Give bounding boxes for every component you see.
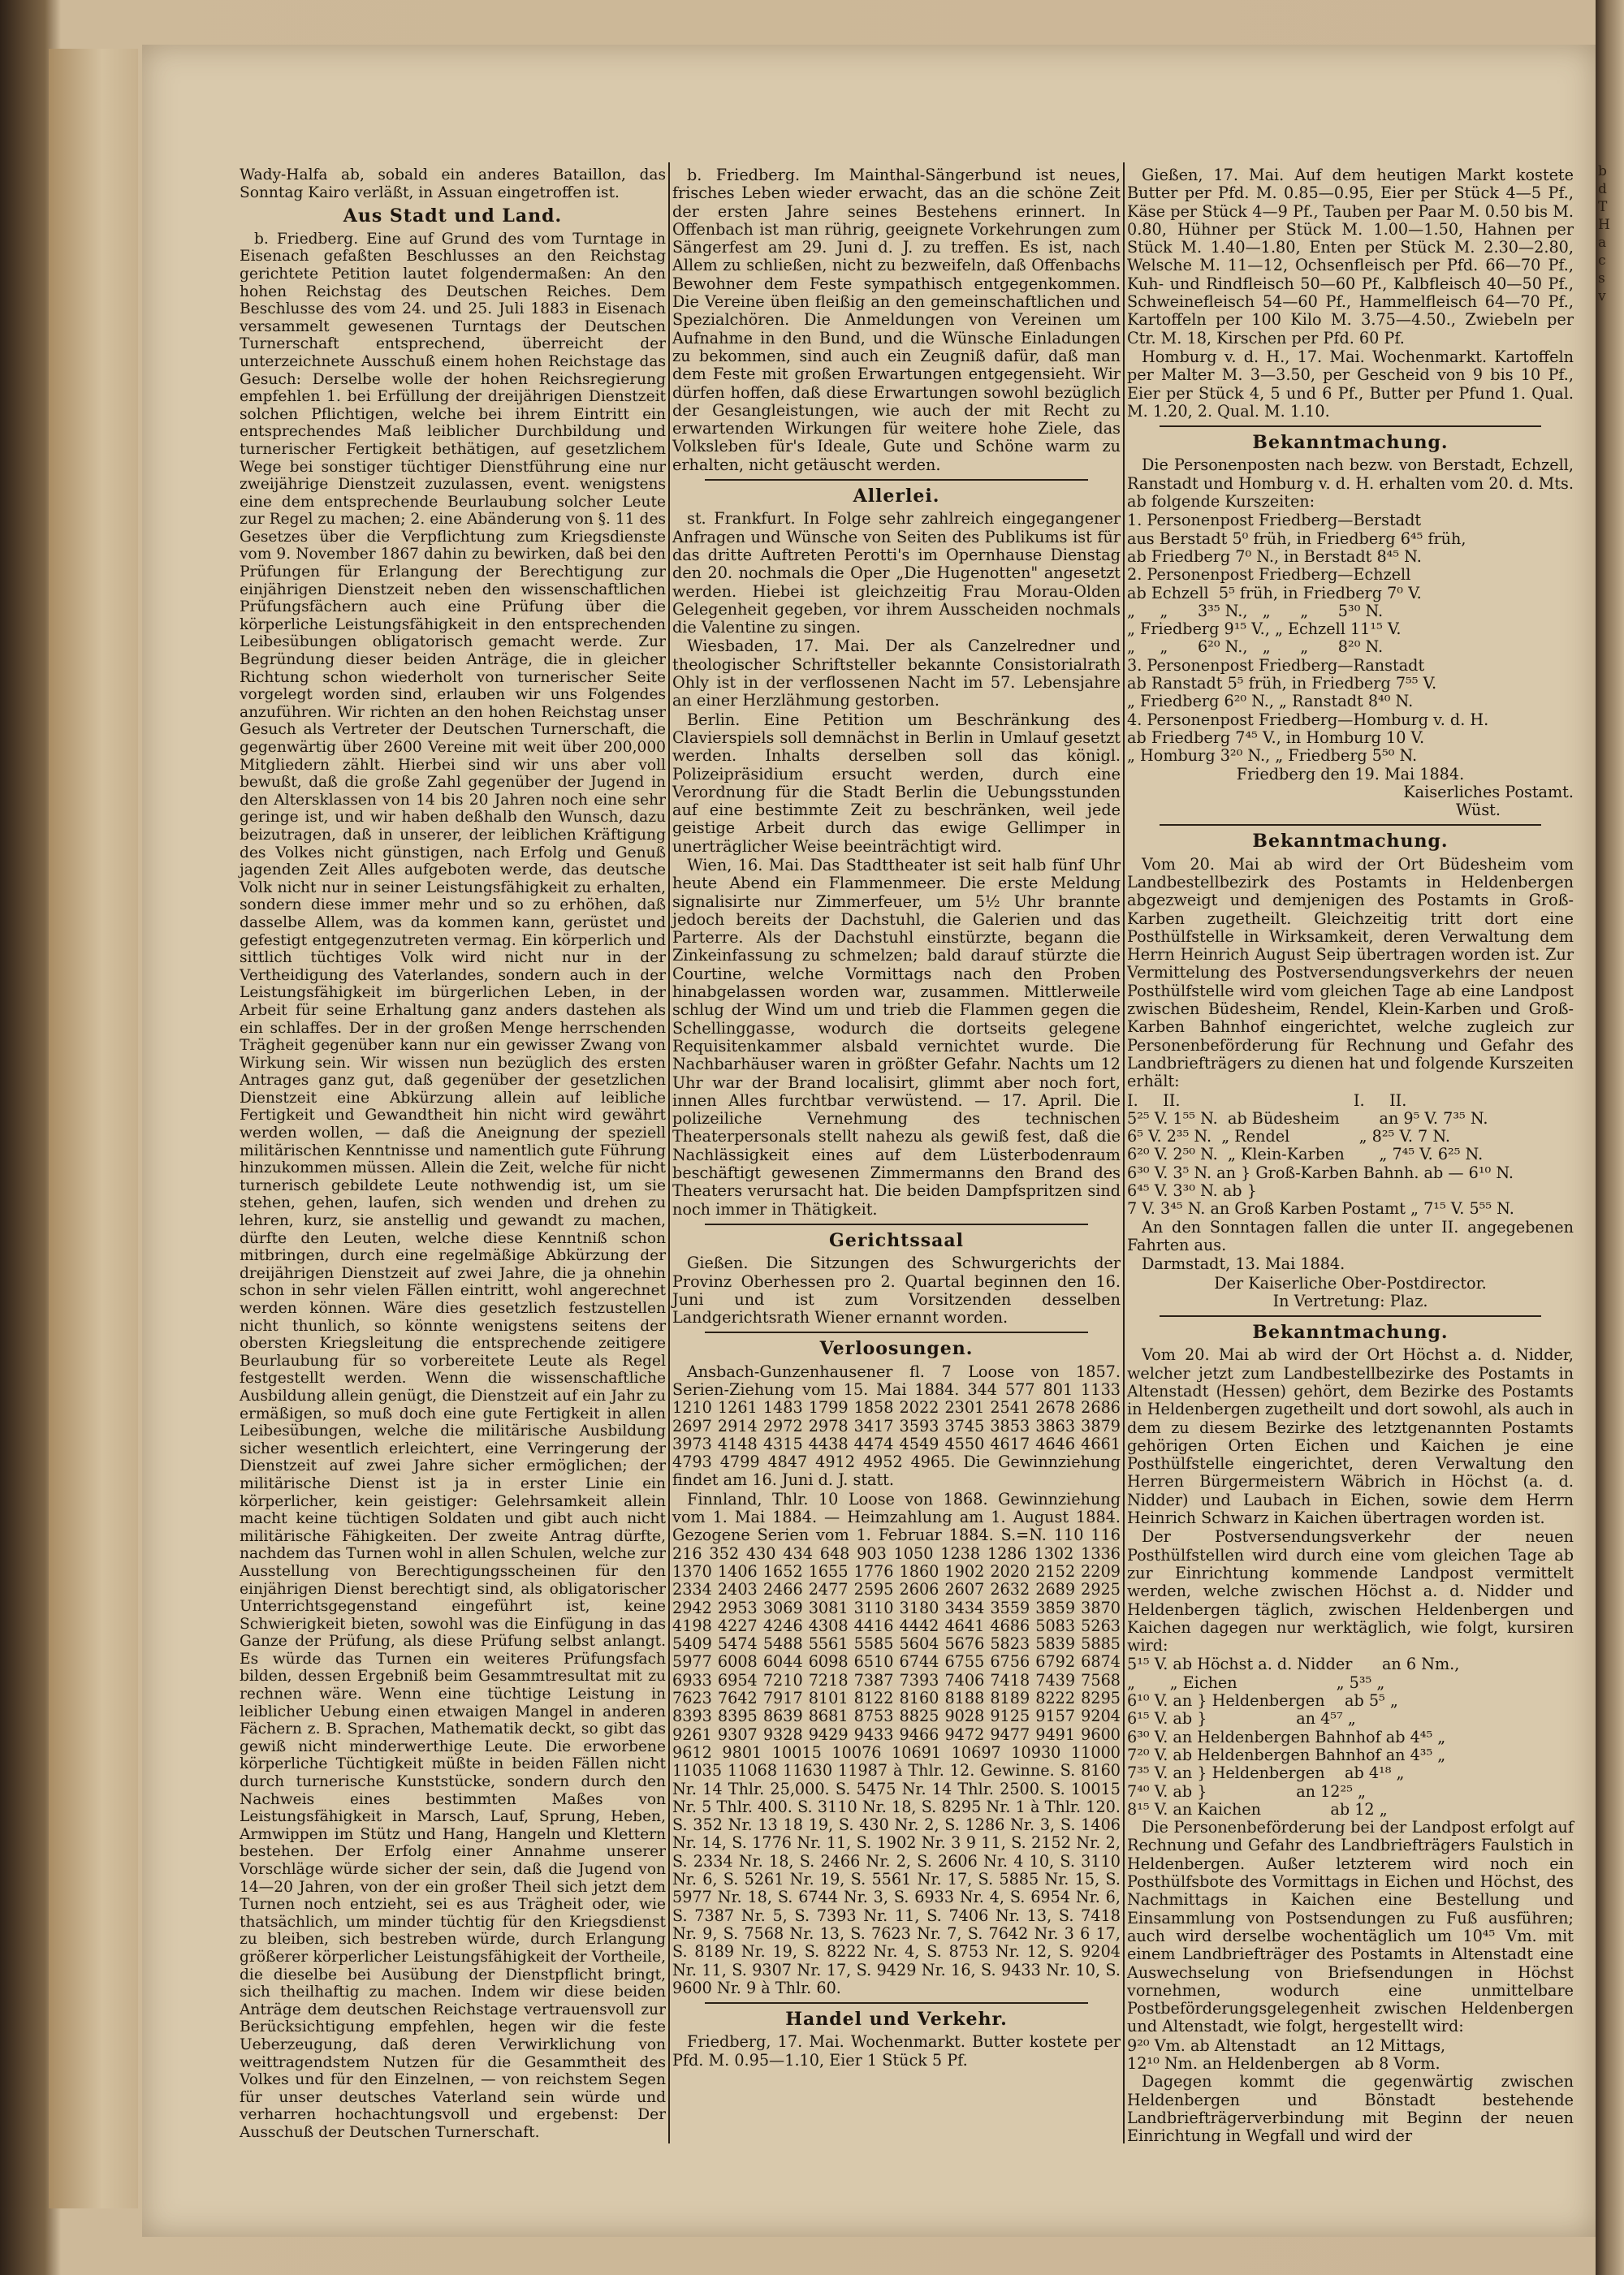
separator [1160, 1315, 1541, 1317]
separator [1160, 425, 1541, 427]
column-divider [668, 162, 670, 2143]
bek3-text-2: Der Postversendungsverkehr der neuen Posthülfstellen wird durch eine vom gleichen Tage ab zur Einrichtung kommende Landpost vermittelt werden, welche zwischen Höchst a. d. Nidder und Heldenbergen täglich, zwischen Heldenbergen und Kaichen dagegen nur werktäglich, wie folgt, kursiren wird: [1127, 1527, 1574, 1656]
schedule-line: aus Berstadt 5⁰ früh, in Friedberg 6⁴⁵ früh, [1127, 529, 1466, 548]
margin-letter: s [1598, 270, 1605, 287]
bek1-date: Friedberg den 19. Mai 1884. [1236, 764, 1465, 784]
next-page-edge [1596, 0, 1624, 2275]
heading-bekanntmachung-3: Bekanntmachung. [1252, 1322, 1449, 1344]
bek2-signature: Der Kaiserliche Ober-Postdirector. [1214, 1273, 1487, 1293]
schedule-line: 9²⁰ Vm. ab Altenstadt an 12 Mittags, [1127, 2035, 1446, 2055]
schedule-line: „ „ Eichen „ 5³⁵ „ [1127, 1673, 1385, 1692]
section-heading-allerlei: Allerlei. [853, 486, 940, 507]
schedule-line: 6²⁰ V. 2⁵⁰ N. „ Klein-Karben „ 7⁴⁵ V. 6²⁵ N. [1127, 1145, 1484, 1164]
heading-bekanntmachung-2: Bekanntmachung. [1252, 831, 1449, 853]
article-giessen-gericht: Gießen. Die Sitzungen des Schwurgerichts der Provinz Oberhessen pro 2. Quartal beginnen den 16. Juni und ist zum Vorsitzenden desselben Landgerichtsrath Wiener ernannt worden. [672, 1254, 1121, 1327]
column-1 [240, 166, 666, 2143]
separator [705, 1332, 1088, 1333]
bek2-note: An den Sonntagen fallen die unter II. angegebenen Fahrten aus. [1127, 1217, 1574, 1254]
heading-bekanntmachung-1: Bekanntmachung. [1252, 432, 1449, 454]
separator [1160, 824, 1541, 826]
schedule-line: ab Friedberg 7⁰ N., in Berstadt 8⁴⁵ N. [1127, 546, 1422, 566]
margin-letter: H [1598, 217, 1610, 233]
column-2 [672, 166, 1121, 2070]
schedule-line: ab Ranstadt 5⁵ früh, in Friedberg 7⁵⁵ V. [1127, 674, 1437, 693]
schedule-line: 12¹⁰ Nm. an Heldenbergen ab 8 Vorm. [1127, 2053, 1440, 2073]
bek1-intro: Die Personenposten nach bezw. von Berstadt, Echzell, Ranstadt und Homburg v. d. H. erhalten vom 20. d. Mts. ab folgende Kurszeiten: [1127, 455, 1574, 512]
article-turnerschaft-petition: b. Friedberg. Eine auf Grund des vom Turntage in Eisenach gefaßten Beschlusses an den Reichstag gerichtete Petition lautet folgendermaßen: An den hohen Reichstag des Deutschen Reiches. Dem Beschlusse des vom 24. und 25. Juli 1883 in Eisenach versammelt gewesenen Turntags der Deutschen Turnerschaft entsprechend, überreicht der unterzeichnete Ausschuß einem hohen Reichstage das Gesuch: Derselbe wolle der hohen Reichsregierung empfehlen 1. bei Erfüllung der dreijährigen Dienstzeit solchen Pflichtigen, welche bei ihrem Eintritt ein entsprechendes Maß leiblicher Durchbildung und turnerischer Fertigkeit bethätigen, auf gesetzlichem Wege bei sonstiger tüchtiger Dienstführung eine nur zweijährige Dienstzeit zuzulassen, event. wenigstens eine dem entsprechende Beurlaubung solcher Leute zur Regel zu machen; 2. eine Abänderung von §. 11 des Gesetzes über die Verpflichtung zum Kriegsdienste vom 9. November 1867 dahin zu bewirken, daß bei den Prüfungen für Erlangung der Berechtigung zur einjährigen Dienstzeit neben den wissenschaftlichen Prüfungsfächern auch eine Prüfung über die körperliche Leistungsfähigkeit in den entsprechenden Leibesübungen obligatorisch gemacht werde. Zur Begründung dieser beiden Anträge, die in gleicher Richtung schon wiederholt von turnerischer Seite vorgelegt worden sind, erlauben wir uns Folgendes anzuführen. Wir richten an den hohen Reichstag unser Gesuch als Vertreter der Deutschen Turnerschaft, die gegenwärtig über 2600 Vereine mit weit über 200,000 Mitgliedern zählt. Hierbei sind wir uns aber voll bewußt, daß die große Zahl gegenüber der Jugend in den Altersklassen von 14 bis 20 Jahren noch eine sehr geringe ist, und wir haben deßhalb den Wunsch, dazu beizutragen, daß in unserer, der leiblichen Kräftigung des Volkes nicht günstigen, nach Erfolg und Genuß jagenden Zeit Alles aufgeboten werde, das deutsche Volk nicht nur in seiner Leistungsfähigkeit zu erhalten, sondern diese immer mehr und so zu erhöhen, daß dasselbe Allem, was da kommen kann, gerüstet und gefestigt entgegenzutreten vermag. Ein körperlich und sittlich tüchtiges Volk wird nicht nur in der Vertheidigung des Vaterlandes, sondern auch in der Leistungsfähigkeit im bürgerlichen Leben, in der Arbeit für seine Erhaltung ganz anders dastehen als ein schlaffes. Der in der großen Menge herrschenden Trägheit gegenüber kann nur ein gewisser Zwang von Wirkung sein. Wir wissen nun bezüglich des ersten Antrages ganz gut, daß gegenüber der gesetzlichen Dienstzeit eine Abkürzung allein auf leibliche Fertigkeit und Gewandtheit hin nicht wird gewährt werden wollen, — daß die Aneignung der speziell militärischen Kenntnisse und namentlich gute Führung hinzukommen müssen. Allein die Zeit, welche für nicht turnerisch gebildete Leute nothwendig ist, um sie stehen, gehen, laufen, sich wenden und drehen zu lehren, kurz, sie anstellig und gewandt zu machen, dürfte den Leuten, welche diese Kenntniß schon mitbringen, durch eine regelmäßige Abkürzung der dreijährigen Dienstzeit auf zwei Jahre, die ja ohnehin schon in sehr vielen Fällen eintritt, wohl angerechnet werden können. Wäre dies gesetzlich festzustellen nicht thunlich, so könnte wenigstens seitens der obersten Kriegsleitung die entsprechende zeitigere Beurlaubung für so vorbereitete Leute als Regel festgestellt werden. Wenn die wissenschaftliche Ausbildung allein genügt, die Dienstzeit auf ein Jahr zu ermäßigen, so muß doch eine gute Fertigkeit in allen Leibesübungen, welche die militärische Ausbildung sicher wesentlich erleichtert, eine Verringerung der Dienstzeit auf zwei Jahre sicher ermöglichen; der militärische Dienst ist ja in erster Linie ein körperlicher, kein geistiger: Gelehrsamkeit allein macht keine tüchtigen Soldaten und gibt auch nicht militärische Fähigkeiten. Der zweite Antrag dürfte, nachdem das Turnen wohl in allen Schulen, welche zur Ausstellung von Berechtigungsscheinen für den einjährigen Dienst berechtigt sind, als obligatorischer Unterrichtsgegenstand eingeführt ist, keine Schwierigkeit bieten, sowohl was die Einfügung in das Ganze der Prüfung, als diese Prüfung selbst anlangt. Es würde das Turnen ein weiteres Prüfungsfach bilden, dessen Ergebniß beim Gesammtresultat mit zu rechnen wäre. Wenn eine tüchtige Leistung in leiblicher Uebung einen etwaigen Mangel in anderen Fächern z. B. Sprachen, Mathematik deckt, so gibt das gewiß nicht minderwerthige Leute. Die erworbene körperliche Tüchtigkeit müßte in beiden Fällen nicht durch turnerische Kunststücke, sondern durch den Nachweis eines bestimmten Maßes von Leistungsfähigkeit in Marsch, Lauf, Sprung, Heben, Armwippen im Stütz und Hang, Hangeln und Klettern bestehen. Der Erfolg einer Annahme unserer Vorschläge würde sicher der sein, daß die Jugend von 14—20 Jahren, von der ein großer Theil sich jetzt dem Turnen noch entzieht, sei es aus Trägheit oder, wie thatsächlich, um minder tüchtig für den Kriegsdienst zu bleiben, sich bestreben würde, durch Erlangung größerer körperlicher Leistungsfähigkeit der Vortheile, die dieselbe bei Ausübung der Dienstpflicht bringt, sich theilhaftig zu machen. Indem wir diese beiden Anträge dem deutschen Reichstage vertrauensvoll zur Berücksichtigung empfehlen, hegen wir die feste Ueberzeugung, daß deren Verwirklichung von weittragendstem Nutzen für die Gesammtheit des Volkes und für den Einzelnen, — von reichstem Segen für unser deutsches Vaterland sein würde und verharren hochachtungsvoll und ergebenst: Der Ausschuß der Deutschen Turnerschaft. [240, 230, 666, 2141]
schedule-line: 4. Personenpost Friedberg—Homburg v. d. H. [1127, 710, 1489, 729]
margin-letter: v [1598, 288, 1606, 304]
article-wien: Wien, 16. Mai. Das Stadttheater ist seit halb fünf Uhr heute Abend ein Flammenmeer. Die erste Meldung signalisirte nur Zimmerfeuer, um 5½ Uhr brannte jedoch bereits der Dachstuhl, die Galerien und das Parterre. Als der Dachstuhl einstürzte, begann die Zinkeinfassung zu schmelzen; bald darauf stürzte die Courtine, welche Vormittags nach den Proben hinabgelassen worden war, zusammen. Mittlerweile schlug der Wind um und trieb die Flammen gegen die Schellinggasse, wodurch die dortseits gelegene Requisitenkammer alsbald vernichtet wurde. Die Nachbarhäuser waren in größter Gefahr. Nachts um 12 Uhr war der Brand localisirt, glimmt aber noch fort, innen Alles furchtbar verwüstend. — 17. April. Die polizeiliche Vernehmung des technischen Theaterpersonals stellt nahezu als gewiß fest, daß die Nachlässigkeit eines auf dem Lüsterbodenraum beschäftigt gewesenen Zimmermanns den Brand des Theaters verursacht hat. Die beiden Dampfspritzen sind noch immer in Thätigkeit. [672, 855, 1121, 1219]
schedule-line: 6¹⁰ V. an } Heldenbergen ab 5⁵ „ [1127, 1691, 1398, 1711]
column-divider [1123, 162, 1125, 2143]
schedule-line: „ „ 6²⁰ N., „ „ 8²⁰ N. [1127, 637, 1384, 657]
article-saengerbund: b. Friedberg. Im Mainthal-Sängerbund ist neues, frisches Leben wieder erwacht, das an die schöne Zeit der ersten Jahre seines Bestehens erinnert. In Offenbach ist man rührig, geeignete Vorkehrungen zum Sängerfest am 29. Juni d. J. zu treffen. Es ist, nach Allem zu schließen, nicht zu bezweifeln, daß Offenbachs Bewohner dem Feste sympathisch entgegenkommen. Die Vereine üben fleißig an den gemeinschaftlichen und Spezialchören. Die Anmeldungen von Vereinen um Aufnahme in den Bund, und die Wünsche Einladungen zu bekommen, sind auch ein Zeugniß dafür, daß man dem Feste mit großen Erwartungen entgegensieht. Wir dürfen hoffen, daß diese Erwartungen sowohl bezüglich der Gesangleistungen, wie auch der mit Recht zu erwartenden Wirkungen für weitere hohe Ziele, das Volksleben für's Ideale, Gute und Schöne warm zu erhalten, nicht getäuscht werden. [672, 166, 1121, 474]
article-ansbach-lottery: Ansbach-Gunzenhausener fl. 7 Loose von 1857. Serien-Ziehung vom 15. Mai 1884. 344 577 801 1133 1210 1261 1483 1799 1858 2022 2301 2541 2678 2686 2697 2914 2972 2978 3417 3593 3745 3853 3863 3879 3973 4148 4315 4438 4474 4549 4550 4617 4646 4661 4793 4799 4847 4912 4952 4965. Die Gewinnziehung findet am 16. Juni d. J. statt. [672, 1362, 1121, 1490]
schedule-line: „ Homburg 3²⁰ N., „ Friedberg 5⁵⁰ N. [1127, 746, 1418, 766]
article-berlin: Berlin. Eine Petition um Beschränkung des Clavierspiels soll demnächst in Berlin in Umlauf gesetzt werden. Inhalts derselben soll das königl. Polizeipräsidium ersucht werden, durch eine Verordnung für die Stadt Berlin die Uebungsstunden auf eine bestimmte Zeit zu beschränken, weil jede geistige Arbeit durch das ewige Gellimper in unerträglicher Weise beeinträchtigt wird. [672, 710, 1121, 856]
bek3-text-3: Die Personenbeförderung bei der Landpost erfolgt auf Rechnung und Gefahr des Landbriefträgers Faulstich in Heldenbergen. Außer letzterem wird noch ein Posthülfsbote des Vormittags in Eichen und Höchst, des Nachmittags in Kaichen eine Bestellung und Einsammlung von Postsendungen zu Fuß ausführen; auch wird derselbe wochentäglich um 10⁴⁵ Vm. mit einem Landbriefträger des Postamts in Altenstadt eine Auswechselung von Briefsendungen in Höchst vornehmen, wodurch eine unmittelbare Postbeförderungsgelegenheit zwischen Heldenbergen und Altenstadt, wie folgt, hergestellt wird: [1127, 1818, 1574, 2036]
margin-letter: a [1598, 235, 1607, 251]
intro-paragraph: Wady-Halfa ab, sobald ein anderes Bataillon, das Sonntag Kairo verläßt, in Assuan eingetroffen ist. [240, 166, 666, 201]
schedule-line: 6¹⁵ V. ab } an 4⁵⁷ „ [1127, 1709, 1356, 1729]
article-giessen-markt: Gießen, 17. Mai. Auf dem heutigen Markt kostete Butter per Pfd. M. 0.85—0.95, Eier per Stück 4—5 Pf., Käse per Stück 4—9 Pf., Tauben per Paar M. 0.50 bis M. 0.80, Hühner per Stück M. 1.00—1.50, Hahnen per Stück M. 1.40—1.80, Enten per Stück M. 2.30—2.80, Welsche M. 11—12, Ochsenfleisch per Pfd. 66—70 Pf., Kuh- und Rindfleisch 50—60 Pf., Kalbfleisch 40—50 Pf., Schweinefleisch 54—60 Pf., Hammelfleisch 64—70 Pf., Kartoffeln per 100 Kilo M. 3.75—4.50., Zwiebeln per Ctr. M. 18, Kirschen per Pfd. 60 Pf. [1127, 166, 1574, 348]
schedule-line: 1. Personenpost Friedberg—Berstadt [1127, 511, 1422, 530]
schedule-line: 2. Personenpost Friedberg—Echzell [1127, 565, 1411, 585]
bek2-text: Vom 20. Mai ab wird der Ort Büdesheim vom Landbestellbezirk des Postamts in Heldenbergen abgezweigt und demjenigen des Postamts in Groß-Karben zugetheilt. Gleichzeitig tritt dort eine Posthülfstelle in Wirksamkeit, deren Verwaltung dem Herrn Heinrich August Seip übertragen worden ist. Zur Vermittelung des Postversendungsverkehrs der neuen Posthülfstelle wird vom gleichen Tage ab eine Landpost zwischen Büdesheim, Rendel, Klein-Karben und Groß-Karben Bahnhof eingerichtet, welche zugleich zur Personenbeförderung für Rechnung und Gefahr des Landbriefträgers zu dienen hat und folgende Kurszeiten erhält: [1127, 854, 1574, 1091]
bek3-text-1: Vom 20. Mai ab wird der Ort Höchst a. d. Nidder, welcher jetzt zum Landbestellbezirke des Postamts in Altenstadt (Hessen) gehört, dem Bezirke des Postamts in Heldenbergen zugetheilt und dort sowohl, als auch in dem zu diesem Bezirke des letztgenannten Postamts gehörigen Orten Eichen und Kaichen je eine Posthülfstelle eingerichtet, deren Verwaltung den Herren Bürgermeistern Wäbrich in Höchst (a. d. Nidder) und Laubach in Eichen, sowie dem Herrn Heinrich Schwarz in Kaichen übertragen worden ist. [1127, 1345, 1574, 1528]
schedule-line: ab Friedberg 7⁴⁵ V., in Homburg 10 V. [1127, 727, 1425, 747]
column-3 [1127, 166, 1574, 2146]
schedule-line: 5²⁵ V. 1⁵⁵ N. ab Büdesheim an 9⁵ V. 7³⁵ N. [1127, 1108, 1488, 1128]
schedule-line: „ Friedberg 6²⁰ N., „ Ranstadt 8⁴⁰ N. [1127, 692, 1414, 711]
section-heading-gerichtssaal: Gerichtssaal [829, 1229, 964, 1251]
section-heading-verloosungen: Verloosungen. [819, 1338, 974, 1360]
margin-letter: c [1598, 253, 1606, 269]
adjacent-page-margin [1598, 162, 1622, 305]
bek3-text-4: Dagegen kommt die gegenwärtig zwischen Heldenbergen und Bönstadt bestehende Landbriefträgerverbindung mit Beginn der neuen Einrichtung in Wegfall und wird der [1127, 2072, 1574, 2146]
margin-letter: b [1598, 163, 1607, 179]
separator [705, 2002, 1088, 2004]
section-heading-handel: Handel und Verkehr. [785, 2009, 1008, 2031]
schedule-line: 6⁴⁵ V. 3³⁰ N. ab } [1127, 1181, 1257, 1201]
article-friedberg-markt: Friedberg, 17. Mai. Wochenmarkt. Butter kostete per Pfd. M. 0.95—1.10, Eier 1 Stück 5 Pf. [672, 2032, 1121, 2070]
bek2-signature-name: In Vertretung: Plaz. [1272, 1291, 1428, 1310]
margin-letter: T [1598, 199, 1608, 215]
bek1-signature: Kaiserliches Postamt. [1403, 782, 1574, 801]
schedule-line: ab Echzell 5⁵ früh, in Friedberg 7⁰ V. [1127, 583, 1422, 602]
article-homburg-markt: Homburg v. d. H., 17. Mai. Wochenmarkt. Kartoffeln per Malter M. 3—3.50, per Gescheid von 9 bis 10 Pf., Eier per Stück 4, 5 und 6 Pf., Butter per Pfund 1. Qual. M. 1.20, 2. Qual. M. 1.10. [1127, 347, 1574, 421]
separator [705, 479, 1088, 481]
schedule-line: „ „ 3³⁵ N., „ „ 5³⁰ N. [1127, 601, 1384, 620]
bek2-date: Darmstadt, 13. Mai 1884. [1142, 1254, 1345, 1274]
separator [705, 1224, 1088, 1225]
article-finnland-lottery: Finnland, Thlr. 10 Loose von 1868. Gewinnziehung vom 1. Mai 1884. — Heimzahlung am 1. August 1884. Gezogene Serien vom 1. Februar 1884. S.=N. 110 116 216 352 430 434 648 903 1050 1238 1286 1302 1336 1370 1406 1652 1655 1776 1860 1902 2020 2152 2209 2334 2403 2466 2477 2595 2606 2607 2632 2689 2925 2942 2953 3069 3081 3110 3180 3434 3559 3859 3870 4198 4227 4246 4308 4416 4442 4641 4686 5083 5263 5409 5474 5488 5561 5585 5604 5676 5823 5839 5885 5977 6008 6044 6098 6510 6744 6755 6756 6792 6874 6933 6954 7210 7218 7387 7393 7406 7418 7439 7568 7623 7642 7917 8101 8122 8160 8188 8189 8222 8295 8393 8395 8639 8681 8753 8825 9028 9125 9157 9204 9261 9307 9328 9429 9433 9466 9472 9477 9491 9600 9612 9801 10015 10076 10691 10697 10930 11000 11035 11068 11630 11987 à Thlr. 12. Gewinne. S. 8160 Nr. 14 Thlr. 25,000. S. 5475 Nr. 14 Thlr. 2500. S. 10015 Nr. 5 Thlr. 400. S. 3110 Nr. 18, S. 8295 Nr. 1 à Thlr. 120. S. 352 Nr. 13 18 19, S. 430 Nr. 2, S. 1286 Nr. 3, S. 1406 Nr. 14, S. 1776 Nr. 11, S. 1902 Nr. 3 9 11, S. 2152 Nr. 2, S. 2334 Nr. 18, S. 2466 Nr. 2, S. 2606 Nr. 4 10, S. 3110 Nr. 6, S. 5261 Nr. 19, S. 5561 Nr. 17, S. 5885 Nr. 15, S. 5977 Nr. 18, S. 6744 Nr. 3, S. 6933 Nr. 4, S. 6954 Nr. 6, S. 7387 Nr. 5, S. 7393 Nr. 11, S. 7406 Nr. 13, S. 7418 Nr. 9, S. 7568 Nr. 13, S. 7623 Nr. 7, S. 7642 Nr. 3 6 17, S. 8189 Nr. 19, S. 8222 Nr. 4, S. 8753 Nr. 12, S. 9204 Nr. 11, S. 9307 Nr. 17, S. 9429 Nr. 16, S. 9433 Nr. 10, S. 9600 Nr. 9 à Thlr. 60. [672, 1489, 1121, 1997]
schedule-line: 3. Personenpost Friedberg—Ranstadt [1127, 655, 1425, 675]
schedule-line: 7 V. 3⁴⁵ N. an Groß Karben Postamt „ 7¹⁵ V. 5⁵⁵ N. [1127, 1199, 1514, 1219]
schedule-line: 6³⁰ V. an Heldenbergen Bahnhof ab 4⁴⁵ „ [1127, 1727, 1446, 1746]
schedule-line: 8¹⁵ V. an Kaichen ab 12 „ [1127, 1799, 1388, 1819]
schedule-header: I. II. I. II. [1127, 1090, 1407, 1110]
margin-letter: d [1598, 181, 1607, 197]
schedule-line: 6⁵ V. 2³⁵ N. „ Rendel „ 8²⁵ V. 7 N. [1127, 1127, 1451, 1146]
article-frankfurt: st. Frankfurt. In Folge sehr zahlreich eingegangener Anfragen und Wünsche von Seiten des Publikums ist für das dritte Auftreten Perotti's im Opernhause Dienstag den 20. nochmals die Oper „Die Hugenotten" angesetzt werden. Hiebei ist gleichzeitig Frau Morau-Olden Gelegenheit gegeben, vor ihrem Ausscheiden nochmals die Valentine zu singen. [672, 509, 1121, 637]
schedule-line: „ Friedberg 9¹⁵ V., „ Echzell 11¹⁵ V. [1127, 619, 1402, 639]
schedule-line: 6³⁰ V. 3⁵ N. an } Groß-Karben Bahnh. ab — 6¹⁰ N. [1127, 1163, 1514, 1182]
section-heading-aus-stadt: Aus Stadt und Land. [343, 205, 563, 227]
schedule-line: 5¹⁵ V. ab Höchst a. d. Nidder an 6 Nm., [1127, 1655, 1460, 1674]
schedule-line: 7³⁵ V. an } Heldenbergen ab 4¹⁸ „ [1127, 1763, 1405, 1783]
bek1-signature-name: Wüst. [1456, 801, 1501, 820]
book-spine [49, 49, 138, 2208]
article-wiesbaden: Wiesbaden, 17. Mai. Der als Canzelredner und theologischer Schriftsteller bekannte Consistorialrath Ohly ist in der verflossenen Nacht im 57. Lebensjahre an einer Herzlähmung gestorben. [672, 637, 1121, 710]
schedule-line: 7²⁰ V. ab Heldenbergen Bahnhof an 4³⁵ „ [1127, 1745, 1446, 1764]
schedule-line: 7⁴⁰ V. ab } an 12²⁵ „ [1127, 1781, 1366, 1801]
